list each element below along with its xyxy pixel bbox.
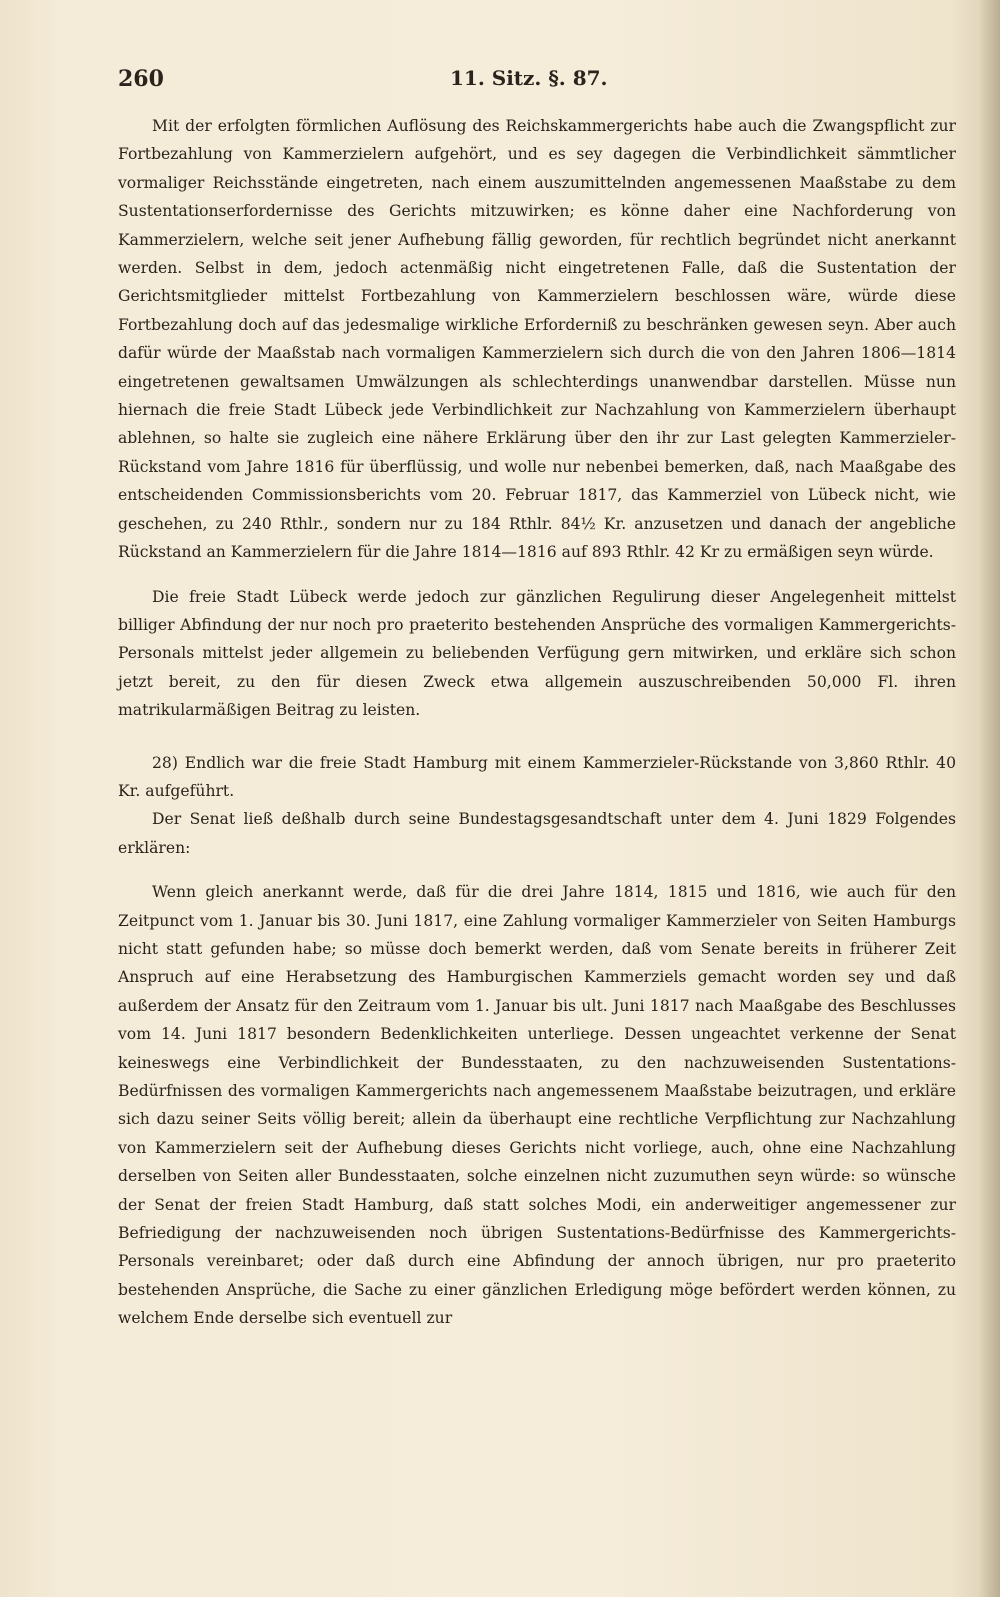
page-header — [118, 66, 956, 102]
paragraph-luebeck-offer: Die freie Stadt Lübeck werde jedoch zur gänzlichen Regulirung dieser Angelegenheit mittelst billiger Abfindung der nur noch pro praeterito bestehenden Ansprüche des vormaligen Kammergerichts-Personals mittelst jeder allgemein zu beliebenden Verfügung gern mitwirken, und erkläre sich schon jetzt bereit, zu den für diesen Zweck etwa allgemein auszuschreibenden 50,000 Fl. ihren matrikularmäßigen Beitrag zu leisten. — [118, 587, 956, 720]
page-number: 260 — [118, 66, 164, 92]
body-text — [118, 112, 956, 1333]
paragraph-senate-declaration: Der Senat ließ deßhalb durch seine Bundestagsgesandtschaft unter dem 4. Juni 1829 Folgendes erklären: — [118, 810, 956, 857]
page-edge-shadow — [978, 0, 1000, 1597]
paragraph-hamburg-arrears: 28) Endlich war die freie Stadt Hamburg mit einem Kammerzieler-Rückstande von 3,860 Rthlr. 40 Kr. aufgeführt. — [118, 753, 956, 800]
running-head: 11. Sitz. §. 87. — [450, 66, 608, 90]
paragraph-luebeck-position: Mit der erfolgten förmlichen Auflösung des Reichskammergerichts habe auch die Zwangspflicht zur Fortbezahlung von Kammerzielern aufgehört, und es sey dagegen die Verbindlichkeit sämmtlicher vormaliger Reichsstände eingetreten, nach einem auszumittelnden angemessenen Maaßstabe zu dem Sustentationserfordernisse des Gerichts mitzuwirken; es könne daher eine Nachforderung von Kammerzielern, welche seit jener Aufhebung fällig geworden, für rechtlich begründet nicht anerkannt werden. Selbst in dem, jedoch actenmäßig nicht eingetretenen Falle, daß die Sustentation der Gerichtsmitglieder mittelst Fortbezahlung von Kammerzielern beschlossen wäre, würde diese Fortbezahlung doch auf das jedesmalige wirkliche Erforderniß zu beschränken gewesen seyn. Aber auch dafür würde der Maaßstab nach vormaligen Kammerzielern sich durch die von den Jahren 1806—1814 eingetretenen gewaltsamen Umwälzungen als schlechterdings unanwendbar darstellen. Müsse nun hiernach die freie Stadt Lübeck jede Verbindlichkeit zur Nachzahlung von Kammerzielern überhaupt ablehnen, so halte sie zugleich eine nähere Erklärung über den ihr zur Last gelegten Kammerzieler-Rückstand vom Jahre 1816 für überflüssig, und wolle nur nebenbei bemerken, daß, nach Maaßgabe des entscheidenden Commissionsberichts vom 20. Februar 1817, das Kammerziel von Lübeck nicht, wie geschehen, zu 240 Rthlr., sondern nur zu 184 Rthlr. 84½ Kr. anzusetzen und danach der angebliche Rückstand an Kammerzielern für die Jahre 1814—1816 auf 893 Rthlr. 42 Kr zu ermäßigen seyn würde. — [118, 117, 956, 562]
paragraph-hamburg-statement: Wenn gleich anerkannt werde, daß für die drei Jahre 1814, 1815 und 1816, wie auch für den Zeitpunct vom 1. Januar bis 30. Juni 1817, eine Zahlung vormaliger Kammerzieler von Seiten Hamburgs nicht statt gefunden habe; so müsse doch bemerkt werden, daß vom Senate bereits in früherer Zeit Anspruch auf eine Herabsetzung des Hamburgischen Kammerziels gemacht worden sey und daß außerdem der Ansatz für den Zeitraum vom 1. Januar bis ult. Juni 1817 nach Maaßgabe des Beschlusses vom 14. Juni 1817 besondern Bedenklichkeiten unterliege. Dessen ungeachtet verkenne der Senat keineswegs eine Verbindlichkeit der Bundesstaaten, zu den nachzuweisenden Sustentations-Bedürfnissen des vormaligen Kammergerichts nach angemessenem Maaßstabe beizutragen, und erkläre sich dazu seiner Seits völlig bereit; allein da überhaupt eine rechtliche Verpflichtung zur Nachzahlung von Kammerzielern seit der Aufhebung dieses Gerichts nicht vorliege, auch, ohne eine Nachzahlung derselben von Seiten aller Bundesstaaten, solche einzelnen nicht zuzumuthen seyn würde: so wünsche der Senat der freien Stadt Hamburg, daß statt solches Modi, ein anderweitiger angemessener zur Befriedigung der nachzuweisenden noch übrigen Sustentations-Bedürfnisse des Kammergerichts-Personals vereinbaret; oder daß durch eine Abfindung der annoch übrigen, nur pro praeterito bestehenden Ansprüche, die Sache zu einer gänzlichen Erledigung möge befördert werden können, zu welchem Ende derselbe sich eventuell zur — [118, 883, 956, 1328]
